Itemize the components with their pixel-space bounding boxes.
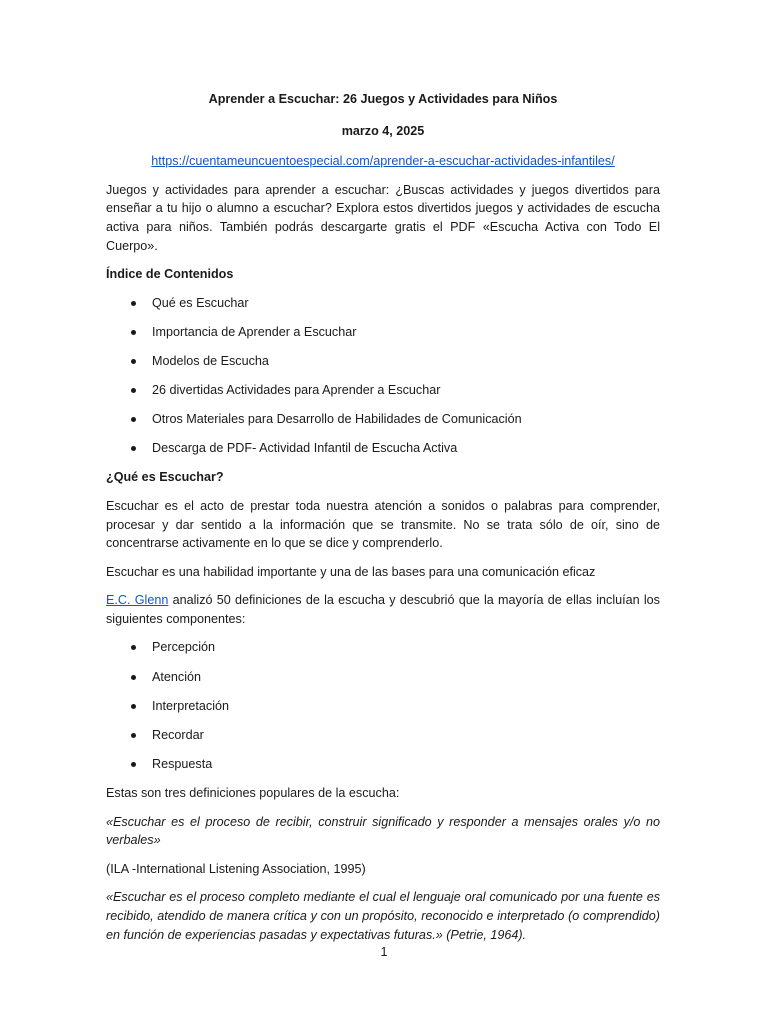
- definition-paragraph: Escuchar es el acto de prestar toda nuestra atención a sonidos o palabras para comprender, procesar y dar sentido a la información que se transmite. No se trata sólo de oír, sino de concentrarse activamente en lo que se dice y comprenderlo.: [106, 498, 660, 551]
- toc-item: [106, 323, 660, 342]
- bullet-icon: [131, 388, 136, 393]
- toc-item: [106, 410, 660, 429]
- bullet-icon: [131, 417, 136, 422]
- source-url: [106, 152, 660, 171]
- document-title: Aprender a Escuchar: 26 Juegos y Actividades para Niños: [208, 92, 558, 106]
- toc-item: [106, 294, 660, 313]
- toc-item: [106, 439, 660, 458]
- component-label: Respuesta: [152, 756, 213, 771]
- document-body: [106, 90, 660, 954]
- section-heading: ¿Qué es Escuchar?: [106, 470, 224, 485]
- glenn-link[interactable]: E.C. Glenn: [106, 593, 169, 608]
- bullet-icon: [131, 704, 136, 709]
- component-label: Interpretación: [152, 698, 230, 713]
- toc-item-label: 26 divertidas Actividades para Aprender a Escuchar: [152, 383, 441, 398]
- bullet-icon: [131, 675, 136, 680]
- component-label: Recordar: [152, 727, 204, 742]
- toc-item: [106, 352, 660, 371]
- citation-ila: (ILA -International Listening Association, 1995): [106, 861, 366, 876]
- bullet-icon: [131, 446, 136, 451]
- toc-item-label: Importancia de Aprender a Escuchar: [152, 324, 357, 339]
- bullet-icon: [131, 301, 136, 306]
- toc-heading: Índice de Contenidos: [106, 267, 234, 282]
- glenn-paragraph: [106, 591, 660, 628]
- bullet-icon: [131, 330, 136, 335]
- quote-petrie: «Escuchar es el proceso completo mediante el cual el lenguaje oral comunicado por una fuente es recibido, atendido de manera crítica y con un propósito, reconocido e interpretado (o comprendido) en función de experiencias pasadas y expectativas futuras.» (Petrie, 1964).: [106, 890, 660, 942]
- component-item: [106, 697, 660, 716]
- toc-item-label: Modelos de Escucha: [152, 353, 269, 368]
- document-date: marzo 4, 2025: [341, 123, 425, 138]
- glenn-paragraph-text: analizó 50 definiciones de la escucha y descubrió que la mayoría de ellas incluían los siguientes componentes:: [106, 593, 660, 626]
- page-number: 1: [380, 945, 388, 959]
- component-label: Atención: [152, 669, 202, 684]
- components-list: [106, 638, 660, 773]
- component-item: [106, 638, 660, 657]
- intro-paragraph: Juegos y actividades para aprender a escuchar: ¿Buscas actividades y juegos divertidos para enseñar a tu hijo o alumno a escuchar? Explora estos divertidos juegos y actividades de escucha activa para niños. También podrás descargarte gratis el PDF «Escucha Activa con Todo El Cuerpo».: [106, 182, 660, 253]
- toc-item-label: Qué es Escuchar: [152, 295, 249, 310]
- bullet-icon: [131, 733, 136, 738]
- quote-ila: «Escuchar es el proceso de recibir, construir significado y responder a mensajes orales y/o no verbales»: [106, 814, 660, 848]
- component-label: Percepción: [152, 640, 216, 655]
- definitions-intro-paragraph: Estas son tres definiciones populares de la escucha:: [106, 785, 400, 800]
- toc-item-label: Descarga de PDF- Actividad Infantil de Escucha Activa: [152, 441, 458, 456]
- bullet-icon: [131, 762, 136, 767]
- source-url-link[interactable]: https://cuentameuncuentoespecial.com/aprender-a-escuchar-actividades-infantiles/: [151, 154, 615, 169]
- component-item: [106, 726, 660, 745]
- toc-item: [106, 381, 660, 400]
- component-item: [106, 668, 660, 687]
- toc-item-label: Otros Materiales para Desarrollo de Habilidades de Comunicación: [152, 412, 522, 427]
- bullet-icon: [131, 645, 136, 650]
- toc-list: [106, 294, 660, 458]
- bullet-icon: [131, 359, 136, 364]
- importance-paragraph: Escuchar es una habilidad importante y una de las bases para una comunicación eficaz: [106, 564, 596, 579]
- component-item: [106, 755, 660, 774]
